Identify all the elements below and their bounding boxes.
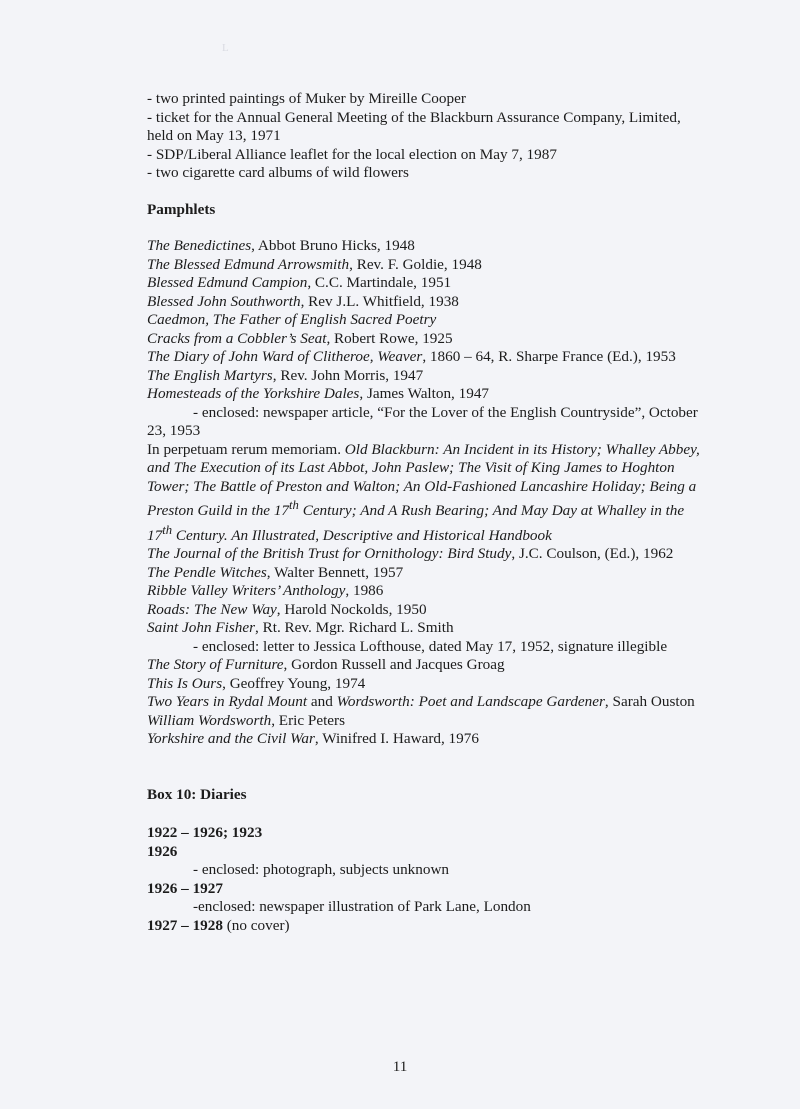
pamphlet-entry xyxy=(147,274,707,293)
pamphlet-entry xyxy=(147,545,707,564)
pamphlet-title: Saint John Fisher xyxy=(147,619,255,637)
enclosure-text: - enclosed: photograph, subjects unknown xyxy=(193,861,450,879)
pamphlet-title: William Wordsworth xyxy=(147,711,272,729)
pamphlet-title: Blessed Edmund Campion xyxy=(147,274,308,291)
pamphlet-details: , Robert Rowe, 1925 xyxy=(326,329,453,347)
pamphlet-title: The Story of Furniture xyxy=(147,656,284,674)
pamphlet-conjunction: and xyxy=(307,693,337,711)
pamphlet-details: , Harold Nockolds, 1950 xyxy=(276,600,427,618)
pamphlet-title: Blessed John Southworth xyxy=(147,292,301,310)
enclosure-note xyxy=(147,404,707,441)
pamphlet-title: The Blessed Edmund Arrowsmith xyxy=(147,255,350,273)
enclosure-note xyxy=(147,861,707,880)
misc-item: - ticket for the Annual General Meeting of the Blackburn Assurance Company, Limited, held on May 13, 1971 xyxy=(147,108,681,144)
pamphlet-title: Roads: The New Way xyxy=(147,600,277,618)
pamphlet-details: , Rt. Rev. Mgr. Richard L. Smith xyxy=(255,619,454,637)
pamphlets-heading: Pamphlets xyxy=(147,200,216,218)
pamphlet-details: , Rev. F. Goldie, 1948 xyxy=(349,255,482,273)
diary-entry xyxy=(147,824,707,843)
pamphlet-entry xyxy=(147,730,707,749)
diary-dates: 1922 – 1926; 1923 xyxy=(147,824,263,842)
pamphlet-details: , Sarah Ouston xyxy=(604,693,695,711)
diary-entry xyxy=(147,880,707,899)
perpetuam-title-part: Century. An Illustrated, Descriptive and Historical Handbook xyxy=(172,526,552,544)
pamphlet-entry xyxy=(147,385,707,404)
pamphlet-title: Wordsworth: Poet and Landscape Gardener xyxy=(336,693,605,711)
misc-item: - two cigarette card albums of wild flowers xyxy=(147,164,409,181)
pamphlet-title: This Is Ours xyxy=(147,674,223,692)
pamphlet-title: Homesteads of the Yorkshire Dales xyxy=(147,385,360,402)
pamphlet-entry xyxy=(147,348,707,367)
pamphlet-entry xyxy=(147,293,707,312)
enclosure-text: - enclosed: letter to Jessica Lofthouse, dated May 17, 1952, signature illegible xyxy=(193,637,668,655)
diary-dates: 1926 xyxy=(147,842,178,860)
pamphlet-details: , 1860 – 64, R. Sharpe France (Ed.), 1953 xyxy=(422,348,676,365)
pamphlet-entry xyxy=(147,619,707,638)
pamphlet-title: Ribble Valley Writers’ Anthology xyxy=(147,582,346,600)
ordinal-suffix: th xyxy=(289,498,299,512)
pamphlet-details: , Winifred I. Haward, 1976 xyxy=(314,730,479,748)
pamphlet-details: , C.C. Martindale, 1951 xyxy=(307,274,452,291)
misc-item: - SDP/Liberal Alliance leaflet for the local election on May 7, 1987 xyxy=(147,145,557,163)
pamphlet-entry xyxy=(147,601,707,620)
pamphlet-entry xyxy=(147,330,707,349)
pamphlet-details: , Geoffrey Young, 1974 xyxy=(222,674,366,692)
enclosure-text: - enclosed: newspaper article, “For the Lover of the English Countryside”, October 23, 1953 xyxy=(147,403,698,439)
pamphlet-entry xyxy=(147,237,707,256)
perpetuam-lead: In perpetuam rerum memoriam. xyxy=(147,440,345,458)
enclosure-note xyxy=(147,898,707,917)
diary-entry xyxy=(147,843,707,862)
diary-note: (no cover) xyxy=(222,916,290,934)
pamphlet-entry xyxy=(147,582,707,601)
pamphlet-title: The Benedictines xyxy=(147,237,252,254)
pamphlet-entry xyxy=(147,256,707,275)
pamphlet-title: The English Martyrs xyxy=(147,366,273,384)
pamphlet-title: Cracks from a Cobbler’s Seat xyxy=(147,329,327,347)
pamphlet-title: Yorkshire and the Civil War xyxy=(147,730,315,748)
corner-mark: L xyxy=(222,42,229,54)
pamphlet-title: The Diary of John Ward of Clitheroe, Weaver xyxy=(147,348,423,365)
perpetuam-entry xyxy=(147,441,707,546)
pamphlet-entry xyxy=(147,564,707,583)
pamphlet-details: , Abbot Bruno Hicks, 1948 xyxy=(251,237,415,254)
page-content xyxy=(147,90,707,935)
box10-heading: Box 10: Diaries xyxy=(147,785,247,803)
pamphlet-details: , Eric Peters xyxy=(271,711,346,729)
pamphlet-details: , Gordon Russell and Jacques Groag xyxy=(283,656,505,674)
pamphlet-entry xyxy=(147,675,707,694)
pamphlet-details: , Walter Bennett, 1957 xyxy=(266,563,404,581)
page-number: 11 xyxy=(392,1058,408,1075)
pamphlet-details: , J.C. Coulson, (Ed.), 1962 xyxy=(511,545,674,563)
perpetuam-title-part: Century; And A Rush Bearing; And May Day at Whalley in the 17 xyxy=(147,502,685,544)
pamphlet-entry xyxy=(147,656,707,675)
pamphlet-title: Caedmon, The Father of English Sacred Poetry xyxy=(147,311,437,328)
pamphlet-entry xyxy=(147,367,707,386)
enclosure-text: -enclosed: newspaper illustration of Park Lane, London xyxy=(193,898,531,916)
pamphlet-details: , Rev J.L. Whitfield, 1938 xyxy=(300,292,459,310)
pamphlet-title: Two Years in Rydal Mount xyxy=(147,693,308,711)
pamphlet-details: , Rev. John Morris, 1947 xyxy=(272,366,424,384)
pamphlet-details: , 1986 xyxy=(345,582,384,600)
ordinal-suffix: th xyxy=(162,522,173,537)
pamphlet-title: The Pendle Witches xyxy=(147,563,267,581)
misc-item: - two printed paintings of Muker by Mireille Cooper xyxy=(147,90,466,107)
diary-entry xyxy=(147,917,707,936)
pamphlet-details: , James Walton, 1947 xyxy=(359,385,490,402)
diary-dates: 1927 – 1928 xyxy=(147,916,223,934)
pamphlet-entry xyxy=(147,311,707,330)
pamphlet-entry xyxy=(147,712,707,731)
perpetuam-title-part: Old Blackburn: An Incident in its History; Whalley Abbey, and The Execution of its Last Abbot, John Paslew; The Visit of King James to Hoghton Tower; The Battle of Preston and Walton; An Old-Fashioned Lancashire Holiday; Being a Preston Guild in the 17 xyxy=(147,440,700,520)
diary-dates: 1926 – 1927 xyxy=(147,879,223,897)
enclosure-note xyxy=(147,638,707,657)
pamphlet-title: The Journal of the British Trust for Ornithology: Bird Study xyxy=(147,545,512,563)
pamphlet-entry xyxy=(147,693,707,712)
